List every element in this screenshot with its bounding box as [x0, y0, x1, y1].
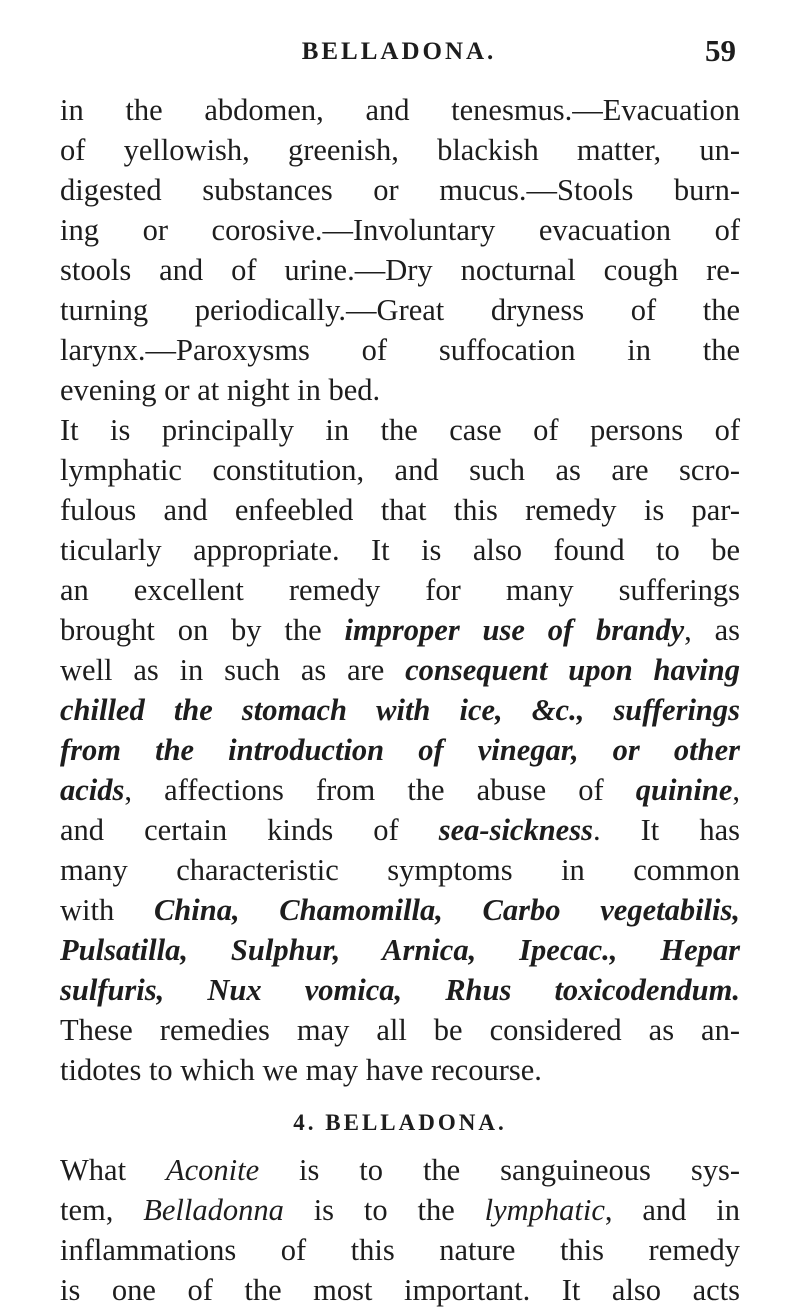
- emphasized-text: quinine: [635, 773, 733, 807]
- text-line: [60, 130, 740, 170]
- text-run: It is principally in the case of persons of: [60, 413, 740, 447]
- text-line: [60, 970, 740, 1010]
- text-line: [60, 930, 740, 970]
- emphasized-text: sea-sickness: [438, 813, 593, 847]
- text-run: fulous and enfeebled that this remedy is par-: [60, 493, 740, 527]
- text-run: is to the: [283, 1193, 485, 1227]
- text-line: [60, 610, 740, 650]
- text-run: with: [60, 893, 154, 927]
- text-run: stools and of urine.—Dry nocturnal cough re-: [60, 253, 740, 287]
- text-run: larynx.—Paroxysms of suffocation in the: [60, 333, 740, 367]
- text-line: [60, 1050, 740, 1090]
- text-run: , and in: [604, 1193, 740, 1227]
- text-line: [60, 1150, 740, 1190]
- text-line: [60, 810, 740, 850]
- emphasized-text: acids: [60, 773, 125, 807]
- text-run: What: [60, 1153, 166, 1187]
- text-run: inflammations of this nature this remedy: [60, 1233, 740, 1267]
- text-run: digested substances or mucus.—Stools burn-: [60, 173, 740, 207]
- text-run: brought on by the: [60, 613, 345, 647]
- text-line: [60, 330, 740, 370]
- text-run: ticularly appropriate. It is also found to be: [60, 533, 740, 567]
- emphasized-text: Belladonna: [143, 1193, 284, 1227]
- text-line: [60, 1190, 740, 1230]
- emphasized-text: lymphatic: [484, 1193, 605, 1227]
- text-line: [60, 90, 740, 130]
- text-line: [60, 1010, 740, 1050]
- text-line: [60, 570, 740, 610]
- emphasized-text: chilled the stomach with ice, &c., sufferings: [60, 693, 740, 727]
- text-line: [60, 690, 740, 730]
- text-line: [60, 250, 740, 290]
- text-run: , affections from the abuse of: [124, 773, 636, 807]
- text-run: evening or at night in bed.: [60, 373, 381, 407]
- emphasized-text: China, Chamomilla, Carbo vegetabilis,: [153, 893, 740, 927]
- text-line: [60, 450, 740, 490]
- emphasized-text: consequent upon having: [405, 653, 740, 687]
- text-run: many characteristic symptoms in common: [60, 853, 740, 887]
- text-run: , as: [684, 613, 740, 647]
- text-run: lymphatic constitution, and such as are scro-: [60, 453, 740, 487]
- text-run: tidotes to which we may have recourse.: [60, 1053, 542, 1087]
- text-line: [60, 850, 740, 890]
- text-line: [60, 890, 740, 930]
- emphasized-text: sulfuris, Nux vomica, Rhus toxicodendum.: [60, 973, 740, 1007]
- emphasized-text: improper use of brandy: [344, 613, 685, 647]
- page-number: 59: [705, 33, 736, 68]
- text-line: [60, 210, 740, 250]
- text-run: ,: [732, 773, 740, 807]
- running-head: [60, 33, 738, 78]
- section-heading: 4. BELLADONA.: [293, 1110, 507, 1135]
- section-paragraph: [60, 1150, 740, 1310]
- emphasized-text: Aconite: [165, 1153, 260, 1187]
- text-line: [60, 170, 740, 210]
- text-line: [60, 1270, 740, 1310]
- text-run: tem,: [60, 1193, 144, 1227]
- text-line: [60, 650, 740, 690]
- text-line: [60, 530, 740, 570]
- text-run: is to the sanguineous sys-: [259, 1153, 740, 1187]
- text-run: of yellowish, greenish, blackish matter, un-: [60, 133, 740, 167]
- text-run: turning periodically.—Great dryness of the: [60, 293, 740, 327]
- text-line: [60, 730, 740, 770]
- text-run: and certain kinds of: [60, 813, 439, 847]
- text-run: well as in such as are: [60, 653, 406, 687]
- main-paragraphs: [60, 90, 740, 1090]
- text-run: in the abdomen, and tenesmus.—Evacuation: [60, 93, 740, 127]
- text-run: ing or corosive.—Involuntary evacuation of: [60, 213, 740, 247]
- emphasized-text: Pulsatilla, Sulphur, Arnica, Ipecac., Hepar: [60, 933, 740, 967]
- text-line: [60, 1230, 740, 1270]
- text-line: [60, 490, 740, 530]
- text-run: . It has: [592, 813, 740, 847]
- text-line: [60, 370, 740, 410]
- emphasized-text: from the introduction of vinegar, or other: [60, 733, 740, 767]
- text-run: an excellent remedy for many sufferings: [60, 573, 740, 607]
- text-line: [60, 410, 740, 450]
- text-line: [60, 290, 740, 330]
- text-line: [60, 770, 740, 810]
- text-run: is one of the most important. It also acts: [60, 1273, 740, 1307]
- body-text: [60, 90, 740, 1310]
- text-run: These remedies may all be considered as an-: [60, 1013, 740, 1047]
- running-title: BELLADONA.: [301, 38, 497, 65]
